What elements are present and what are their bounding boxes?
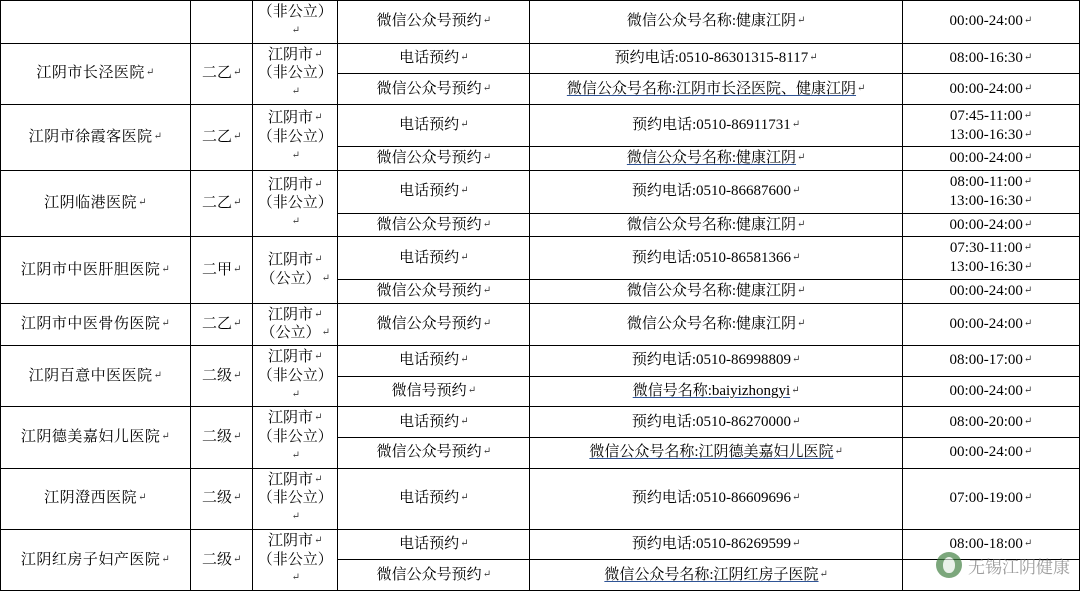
paragraph-mark-icon: ↵ xyxy=(314,178,323,190)
paragraph-mark-icon: ↵ xyxy=(797,15,806,27)
paragraph-mark-icon: ↵ xyxy=(834,446,843,458)
hospital-area-cell: 江阴市↵ （非公立）↵ xyxy=(253,468,338,529)
paragraph-mark-icon: ↵ xyxy=(1023,538,1033,550)
appointment-method-cell: 电话预约↵ xyxy=(338,171,530,214)
appointment-time-cell: 07:00-19:00↵ xyxy=(902,468,1079,529)
paragraph-mark-icon: ↵ xyxy=(482,218,492,230)
paragraph-mark-icon: ↵ xyxy=(161,553,171,565)
appointment-time-cell: 00:00-24:00↵ xyxy=(902,74,1079,105)
paragraph-mark-icon: ↵ xyxy=(291,449,300,461)
appointment-time-cell: 00:00-24:00↵ xyxy=(902,1,1079,44)
appointment-detail-cell: 微信公众号名称:健康江阴↵ xyxy=(530,213,902,237)
hospital-name-cell: 江阴红房子妇产医院↵ xyxy=(1,529,191,590)
paragraph-mark-icon: ↵ xyxy=(460,354,469,366)
table-row xyxy=(1,1,1080,44)
appointment-detail-cell: 微信公众号名称:健康江阴↵ xyxy=(530,1,902,44)
hospital-area-cell: 江阴市↵ （非公立）↵ xyxy=(253,529,338,590)
hospital-level-cell: 二乙↵ xyxy=(191,104,253,170)
paragraph-mark-icon: ↵ xyxy=(1023,242,1032,254)
hospital-area-cell: 江阴市↵ （非公立）↵ xyxy=(253,346,338,407)
hospital-name-cell: 江阴德美嘉妇儿医院↵ xyxy=(1,407,191,468)
appointment-time-cell: 08:00-17:00↵ xyxy=(902,346,1079,377)
paragraph-mark-icon: ↵ xyxy=(233,131,242,142)
paragraph-mark-icon: ↵ xyxy=(314,473,323,485)
appointment-method-cell: 电话预约↵ xyxy=(338,43,530,74)
appointment-method-cell: 微信公众号预约↵ xyxy=(338,437,530,468)
appointment-method-cell: 电话预约↵ xyxy=(338,104,530,147)
hospital-level-cell: 二乙↵ xyxy=(191,303,253,346)
appointment-time-cell: 00:00-24:00↵ xyxy=(902,376,1079,407)
appointment-time-cell: 08:00-16:30↵ xyxy=(902,43,1079,74)
paragraph-mark-icon: ↵ xyxy=(792,185,801,197)
paragraph-mark-icon: ↵ xyxy=(482,568,492,580)
appointment-time-cell: 08:00-11:00↵ 13:00-16:30↵ xyxy=(902,171,1079,214)
appointment-method-cell: 微信公众号预约↵ xyxy=(338,147,530,171)
paragraph-mark-icon: ↵ xyxy=(233,369,242,381)
paragraph-mark-icon: ↵ xyxy=(1023,152,1033,164)
hospital-level-cell xyxy=(191,1,253,44)
paragraph-mark-icon: ↵ xyxy=(138,492,148,504)
appointment-method-cell: 微信号预约↵ xyxy=(338,376,530,407)
paragraph-mark-icon: ↵ xyxy=(291,86,300,97)
paragraph-mark-icon: ↵ xyxy=(797,218,806,230)
hospital-area-cell: 江阴市↵ （公立）↵ xyxy=(253,303,338,346)
paragraph-mark-icon: ↵ xyxy=(233,197,242,209)
appointment-method-cell: 微信公众号预约↵ xyxy=(338,279,530,303)
table-row xyxy=(1,529,1080,560)
paragraph-mark-icon: ↵ xyxy=(467,385,477,397)
appointment-time-cell: 00:00-24:00↵ xyxy=(902,279,1079,303)
paragraph-mark-icon: ↵ xyxy=(321,327,330,339)
paragraph-mark-icon: ↵ xyxy=(460,185,469,197)
appointment-time-cell: 08:00-18:00↵ xyxy=(902,529,1079,560)
hospital-area-cell: 江阴市↵ （非公立）↵ xyxy=(253,171,338,237)
table-row xyxy=(1,171,1080,214)
paragraph-mark-icon: ↵ xyxy=(482,82,492,94)
paragraph-mark-icon: ↵ xyxy=(1023,109,1032,121)
appointment-detail-cell: 微信公众号名称:健康江阴↵ xyxy=(530,279,902,303)
paragraph-mark-icon: ↵ xyxy=(291,388,300,400)
appointment-detail-cell: 预约电话:0510-86998809↵ xyxy=(530,346,902,377)
paragraph-mark-icon: ↵ xyxy=(1023,51,1033,63)
paragraph-mark-icon: ↵ xyxy=(291,511,300,522)
hospital-area-cell: 江阴市↵ （非公立）↵ xyxy=(253,407,338,468)
paragraph-mark-icon: ↵ xyxy=(138,197,148,209)
hospital-name-cell: 江阴澄西医院↵ xyxy=(1,468,191,529)
appointment-detail-cell: 预约电话:0510-86581366↵ xyxy=(530,237,902,280)
appointment-detail-cell: 预约电话:0510-86270000↵ xyxy=(530,407,902,438)
paragraph-mark-icon: ↵ xyxy=(145,67,155,79)
paragraph-mark-icon: ↵ xyxy=(314,534,323,546)
appointment-detail-cell: 预约电话:0510-86911731↵ xyxy=(530,104,902,147)
appointment-method-cell: 微信公众号预约↵ xyxy=(338,213,530,237)
paragraph-mark-icon: ↵ xyxy=(161,263,171,275)
paragraph-mark-icon: ↵ xyxy=(1023,218,1033,230)
paragraph-mark-icon: ↵ xyxy=(1023,261,1033,272)
table-row xyxy=(1,104,1080,147)
paragraph-mark-icon: ↵ xyxy=(314,254,323,266)
appointment-method-cell: 电话预约↵ xyxy=(338,529,530,560)
paragraph-mark-icon: ↵ xyxy=(314,308,323,320)
paragraph-mark-icon: ↵ xyxy=(792,538,801,550)
table-row xyxy=(1,303,1080,346)
paragraph-mark-icon: ↵ xyxy=(792,415,801,427)
hospital-name-cell: 江阴百意中医医院↵ xyxy=(1,346,191,407)
paragraph-mark-icon: ↵ xyxy=(482,446,492,458)
paragraph-mark-icon: ↵ xyxy=(460,538,469,550)
paragraph-mark-icon: ↵ xyxy=(161,317,171,329)
paragraph-mark-icon: ↵ xyxy=(314,112,323,124)
appointment-detail-cell: 微信公众号名称:健康江阴↵ xyxy=(530,303,902,346)
table-row xyxy=(1,346,1080,377)
paragraph-mark-icon: ↵ xyxy=(314,412,323,424)
paragraph-mark-icon: ↵ xyxy=(460,119,469,131)
paragraph-mark-icon: ↵ xyxy=(233,492,242,504)
paragraph-mark-icon: ↵ xyxy=(153,131,163,142)
paragraph-mark-icon: ↵ xyxy=(1023,15,1033,27)
appointment-time-cell: 00:00-24:00↵ xyxy=(902,303,1079,346)
appointment-time-cell: 07:30-11:00↵ 13:00-16:30↵ xyxy=(902,237,1079,280)
paragraph-mark-icon: ↵ xyxy=(1023,385,1033,397)
paragraph-mark-icon: ↵ xyxy=(460,51,469,63)
paragraph-mark-icon: ↵ xyxy=(1023,194,1033,206)
paragraph-mark-icon: ↵ xyxy=(161,431,171,442)
appointment-detail-cell: 预约电话:0510-86609696↵ xyxy=(530,468,902,529)
appointment-method-cell: 电话预约↵ xyxy=(338,407,530,438)
paragraph-mark-icon: ↵ xyxy=(321,272,330,284)
hospital-level-cell: 二级↵ xyxy=(191,346,253,407)
paragraph-mark-icon: ↵ xyxy=(797,152,806,164)
appointment-detail-cell: 微信公众号名称:江阴红房子医院↵ xyxy=(530,560,902,591)
table-row xyxy=(1,237,1080,280)
table-row xyxy=(1,43,1080,74)
paragraph-mark-icon: ↵ xyxy=(797,284,806,296)
paragraph-mark-icon: ↵ xyxy=(291,216,300,227)
paragraph-mark-icon: ↵ xyxy=(314,48,323,60)
paragraph-mark-icon: ↵ xyxy=(792,251,801,263)
hospital-area-cell: 江阴市↵ （非公立）↵ xyxy=(253,43,338,104)
hospital-name-cell: 江阴市长泾医院↵ xyxy=(1,43,191,104)
paragraph-mark-icon: ↵ xyxy=(233,67,242,79)
paragraph-mark-icon: ↵ xyxy=(314,351,323,362)
appointment-time-cell: 08:00-20:00↵ xyxy=(902,407,1079,438)
appointment-method-cell: 微信公众号预约↵ xyxy=(338,303,530,346)
paragraph-mark-icon: ↵ xyxy=(1023,176,1032,187)
hospital-area-cell: （非公立）↵ xyxy=(253,1,338,44)
paragraph-mark-icon: ↵ xyxy=(792,492,801,504)
paragraph-mark-icon: ↵ xyxy=(460,251,469,263)
paragraph-mark-icon: ↵ xyxy=(1023,317,1033,329)
hospital-area-cell: 江阴市↵ （非公立）↵ xyxy=(253,104,338,170)
paragraph-mark-icon: ↵ xyxy=(460,492,469,504)
paragraph-mark-icon: ↵ xyxy=(482,317,492,329)
paragraph-mark-icon: ↵ xyxy=(291,24,300,36)
hospital-level-cell: 二甲↵ xyxy=(191,237,253,303)
appointment-detail-cell: 预约电话:0510-86301315-8117↵ xyxy=(530,43,902,74)
paragraph-mark-icon: ↵ xyxy=(233,317,242,329)
table-body xyxy=(1,1,1080,591)
appointment-detail-cell: 预约电话:0510-86269599↵ xyxy=(530,529,902,560)
hospital-level-cell: 二乙↵ xyxy=(191,171,253,237)
paragraph-mark-icon: ↵ xyxy=(797,317,806,329)
paragraph-mark-icon: ↵ xyxy=(1023,446,1033,458)
appointment-method-cell: 微信公众号预约↵ xyxy=(338,74,530,105)
paragraph-mark-icon: ↵ xyxy=(460,415,469,427)
appointment-time-cell: 07:45-11:00↵ 13:00-16:30↵ xyxy=(902,104,1079,147)
paragraph-mark-icon: ↵ xyxy=(791,119,801,131)
hospital-level-cell: 二级↵ xyxy=(191,468,253,529)
watermark-label: 无锡江阴健康 xyxy=(968,557,1070,577)
appointment-method-cell: 电话预约↵ xyxy=(338,468,530,529)
paragraph-mark-icon: ↵ xyxy=(791,385,800,397)
hospital-level-cell: 二乙↵ xyxy=(191,43,253,104)
appointment-method-cell: 微信公众号预约↵ xyxy=(338,560,530,591)
hospital-name-cell: 江阴市徐霞客医院↵ xyxy=(1,104,191,170)
appointment-time-cell: 00:00-24:00↵ xyxy=(902,147,1079,171)
paragraph-mark-icon: ↵ xyxy=(1023,128,1033,140)
paragraph-mark-icon: ↵ xyxy=(233,431,242,442)
paragraph-mark-icon: ↵ xyxy=(233,553,242,565)
hospital-level-cell: 二级↵ xyxy=(191,407,253,468)
paragraph-mark-icon: ↵ xyxy=(291,572,300,584)
paragraph-mark-icon: ↵ xyxy=(482,15,492,27)
appointment-time-cell: 00:00-24:00↵ xyxy=(902,213,1079,237)
paragraph-mark-icon: ↵ xyxy=(809,51,818,63)
paragraph-mark-icon: ↵ xyxy=(291,149,300,161)
hospital-name-cell: 江阴市中医骨伤医院↵ xyxy=(1,303,191,346)
paragraph-mark-icon: ↵ xyxy=(153,369,163,381)
hospital-name-cell: 江阴临港医院↵ xyxy=(1,171,191,237)
paragraph-mark-icon: ↵ xyxy=(1023,354,1033,366)
hospital-name-cell: 江阴市中医肝胆医院↵ xyxy=(1,237,191,303)
paragraph-mark-icon: ↵ xyxy=(1023,492,1033,504)
appointment-method-cell: 微信公众号预约↵ xyxy=(338,1,530,44)
hospital-level-cell: 二级↵ xyxy=(191,529,253,590)
table-row xyxy=(1,468,1080,529)
hospital-name-cell xyxy=(1,1,191,44)
appointment-detail-cell: 微信公众号名称:江阴市长泾医院、健康江阴↵ xyxy=(530,74,902,105)
appointment-detail-cell: 微信公众号名称:江阴德美嘉妇儿医院↵ xyxy=(530,437,902,468)
paragraph-mark-icon: ↵ xyxy=(1023,284,1033,296)
appointment-detail-cell: 预约电话:0510-86687600↵ xyxy=(530,171,902,214)
appointment-detail-cell: 微信号名称:baiyizhongyi↵ xyxy=(530,376,902,407)
paragraph-mark-icon: ↵ xyxy=(819,568,828,580)
appointment-method-cell: 电话预约↵ xyxy=(338,346,530,377)
paragraph-mark-icon: ↵ xyxy=(792,354,801,366)
appointment-method-cell: 电话预约↵ xyxy=(338,237,530,280)
appointment-time-cell: 00:00-24:00↵ xyxy=(902,437,1079,468)
paragraph-mark-icon: ↵ xyxy=(1023,82,1033,94)
paragraph-mark-icon: ↵ xyxy=(1023,415,1033,427)
paragraph-mark-icon: ↵ xyxy=(233,263,242,275)
table-row xyxy=(1,407,1080,438)
hospital-area-cell: 江阴市↵ （公立）↵ xyxy=(253,237,338,303)
paragraph-mark-icon: ↵ xyxy=(482,152,492,164)
appointment-detail-cell: 微信公众号名称:健康江阴↵ xyxy=(530,147,902,171)
paragraph-mark-icon: ↵ xyxy=(857,82,866,94)
paragraph-mark-icon: ↵ xyxy=(482,284,492,296)
